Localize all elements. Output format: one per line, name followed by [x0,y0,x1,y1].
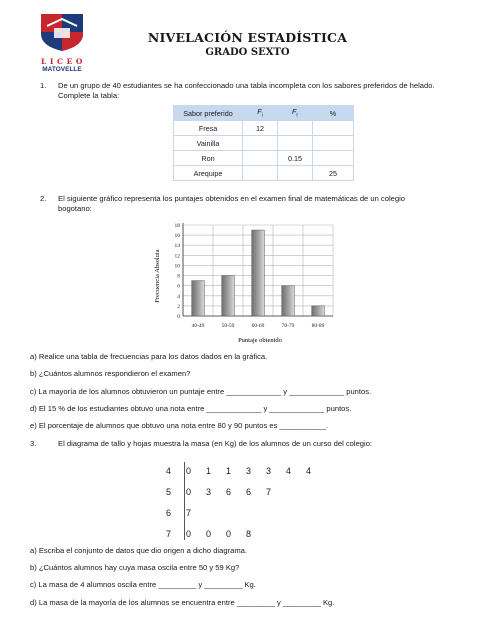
q2-text-line1: El siguiente gráfico representa los puntajes obtenidos en el examen final de matemáticas de un colegio [58,194,405,203]
leaf-value [246,502,266,523]
stem-row [166,523,326,544]
q3-text: El diagrama de tallo y hojas muestra la masa (en Kg) de los alumnos de un curso del colegio: [58,439,373,448]
q2-item-d: d) El 15 % de los estudiantes obtuvo una nota entre _____________ y _____________ puntos. [30,404,352,413]
leaf-value: 6 [246,486,252,497]
table-row [174,166,354,181]
bar [192,281,205,316]
score-bar-chart [150,216,350,346]
q2-text-line2: bogotano: [58,204,92,213]
table-cell [278,136,313,151]
leaf-value: 6 [226,486,232,497]
leaf-value [306,481,326,502]
leaf-value: 1 [206,465,212,476]
x-tick-label: 40-49 [191,323,205,329]
leaf-value [286,502,306,523]
leaf-value: 3 [206,486,212,497]
q1-number: 1. [40,81,47,90]
y-tick-label: 0 [177,314,180,320]
table-cell: Vainilla [174,136,243,151]
table-cell: 12 [243,121,278,136]
leaf-value [266,502,286,523]
table-cell: Fresa [174,121,243,136]
bar [282,286,295,316]
y-tick-label: 8 [177,273,180,280]
table-cell [278,121,313,136]
q1-text-line1: De un grupo de 40 estudiantes se ha confeccionado una tabla incompleta con los sabores preferidos de helado. [58,81,435,90]
table-cell: 0.15 [278,151,313,166]
y-tick-label: 14 [174,243,180,250]
leaf-value [286,481,306,502]
chart-y-ticks [175,223,181,320]
q3-item-c: c) La masa de 4 alumnos oscila entre _________ y _________ Kg. [30,580,256,589]
bar [312,306,325,316]
leaf-value [286,523,306,544]
logo-subtext: MATOVELLE [42,66,82,73]
leaf-value [266,523,286,544]
leaf-value: 0 [226,528,232,539]
leaf-value: 3 [246,465,252,476]
stem-row [166,502,326,523]
stem-value: 4 [166,465,172,476]
leaf-value: 0 [186,486,192,497]
q2-item-b: b) ¿Cuántos alumnos respondieron el examen? [30,369,191,378]
flavors-table [173,105,354,181]
chart-bars [192,230,325,316]
leaf-value: 7 [266,486,272,497]
y-tick-label: 10 [174,263,180,270]
x-tick-label: 70-79 [281,323,295,329]
page-title: NIVELACIÓN ESTADÍSTICA [147,30,348,45]
table-header: % [313,106,354,121]
logo-text: L I C E O [41,57,83,66]
stem-value: 7 [166,528,172,539]
table-cell [278,166,313,181]
leaf-value: 0 [186,528,192,539]
table-cell [313,136,354,151]
y-tick-label: 12 [174,253,180,260]
stem-row [166,460,326,481]
table-header: $F_r$ [278,106,313,121]
q1-text-line2: Complete la tabla: [58,91,120,100]
q2-number: 2. [40,194,47,203]
q3-item-d: d) La masa de la mayoría de los alumnos se encuentra entre _________ y _________ Kg. [30,598,335,607]
bar [252,230,265,316]
leaf-value [226,502,246,523]
table-cell: Arequipe [174,166,243,181]
q2-item-e: e) El porcentaje de alumnos que obtuvo una nota entre 80 y 90 puntos es ___________. [30,421,329,430]
bar [222,276,235,316]
leaf-value: 0 [186,465,192,476]
chart-x-ticks [192,323,325,329]
leaf-value: 8 [246,528,252,539]
stem-value: 5 [166,486,172,497]
y-tick-label: 4 [177,293,180,300]
q2-item-c: c) La mayoría de los alumnos obtuvieron un puntaje entre _____________ y _____________ puntos. [30,387,372,396]
leaf-value [306,502,326,523]
y-tick-label: 6 [177,283,180,290]
table-cell: Ron [174,151,243,166]
leaf-value: 4 [306,465,312,476]
table-header: Sabor preferido [174,106,243,121]
leaf-value: 0 [206,528,212,539]
table-header: $F_i$ [243,106,278,121]
table-cell [243,136,278,151]
y-tick-label: 2 [177,303,180,310]
chart-y-label: Frecuencia Absoluta [154,249,161,303]
table-cell: 25 [313,166,354,181]
table-row [174,121,354,136]
leaf-value: 7 [186,507,192,518]
leaf-value [306,523,326,544]
table-cell [313,151,354,166]
stem-value: 6 [166,507,172,518]
table-header-row [174,106,354,121]
x-tick-label: 60-69 [251,323,265,329]
table-row [174,136,354,151]
leaf-value [206,502,226,523]
q2-item-a: a) Realice una tabla de frecuencias para los datos dados en la gráfica. [30,352,268,361]
q3-item-a: a) Escriba el conjunto de datos que dio origen a dicho diagrama. [30,546,247,555]
leaf-value: 4 [286,465,292,476]
table-row [174,151,354,166]
chart-x-label: Puntaje obtenido [238,337,282,344]
q3-number: 3. [30,439,37,448]
x-tick-label: 80-89 [311,323,325,329]
table-cell [243,166,278,181]
y-tick-label: 18 [174,223,180,229]
table-cell [243,151,278,166]
leaf-value: 3 [266,465,272,476]
leaf-value: 1 [226,465,232,476]
stem-leaf-diagram [166,460,326,544]
x-tick-label: 50-59 [221,323,235,329]
stem-divider [184,462,185,540]
table-cell [313,121,354,136]
stem-row [166,481,326,502]
q3-item-b: b) ¿Cuántos alumnos hay cuya masa oscila entre 50 y 59 Kg? [30,563,240,572]
y-tick-label: 16 [174,233,180,240]
page-subtitle: GRADO SEXTO [205,47,290,58]
